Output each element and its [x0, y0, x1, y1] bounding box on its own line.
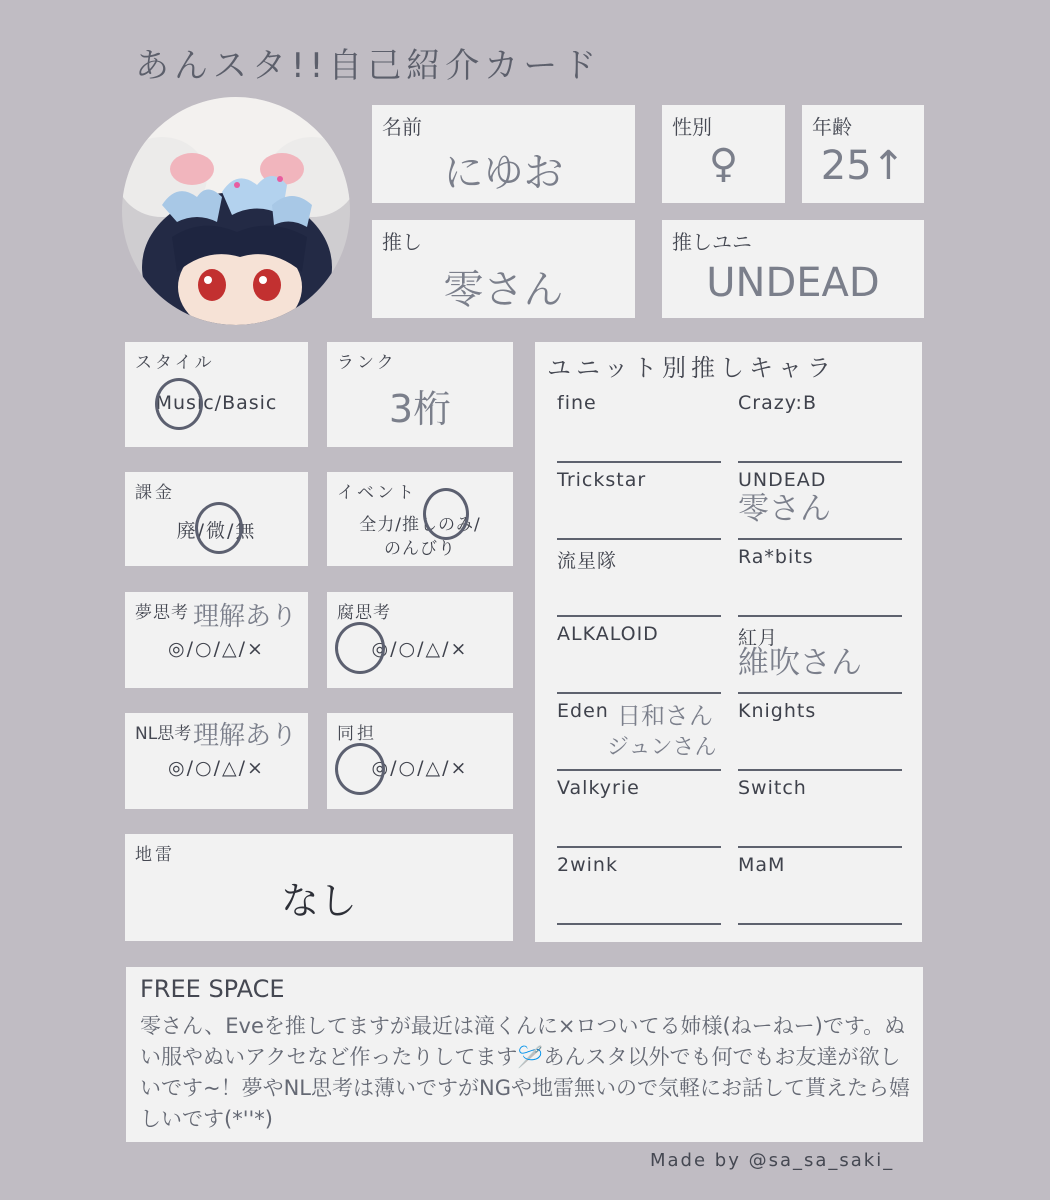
jirai-label: 地雷: [135, 845, 175, 865]
unit-write-line: [557, 769, 721, 771]
event-label: イベント: [337, 483, 417, 503]
free-space-label: FREE SPACE: [140, 975, 285, 1003]
rank-value: 3桁: [388, 387, 452, 431]
oshi-unit-label: 推しユニ: [672, 230, 752, 254]
unit-name: Crazy:B: [738, 392, 817, 414]
free-space-text: 零さん、Eveを推してますが最近は滝くんに×ロついてる姉様(ねーねー)です。ぬい服やぬいアクセなど作ったりしてます🪡あんスタ以外でも何でもお友達が欲しいです~！夢やNL思考は薄いですがNGや地雷無いので気軽にお話して貰えたら嬉しいです(*''*): [140, 1014, 910, 1131]
unit-write-line: [738, 538, 902, 540]
unit-write-line: [738, 615, 902, 617]
unit-write-line: [557, 538, 721, 540]
unit-oshi-name: 零さん: [738, 491, 831, 527]
unit-oshi-name: 維吹さん: [738, 645, 862, 681]
jirai-value: なし: [280, 879, 357, 923]
unit-write-line: [557, 692, 721, 694]
unit-name: ALKALOID: [557, 623, 659, 645]
age-value: 25↑: [820, 143, 906, 189]
jirai-box: [125, 834, 513, 941]
gender-box: [662, 105, 785, 203]
nl-note: 理解あり: [193, 721, 298, 751]
style-selected-circle: [155, 378, 203, 430]
oshi-value: 零さん: [443, 267, 564, 313]
unit-name: UNDEAD: [738, 469, 827, 491]
fu-label: 腐思考: [337, 603, 391, 623]
unit-name: Switch: [738, 777, 807, 799]
doutan-options: ◎/○/△/×: [371, 757, 469, 779]
event-selected-circle: [423, 488, 469, 540]
unit-name: 2wink: [557, 854, 618, 876]
yume-label: 夢思考: [135, 603, 189, 623]
unit-name: Knights: [738, 700, 817, 722]
fu-options: ◎/○/△/×: [371, 638, 469, 660]
nl-label: NL思考: [135, 724, 192, 744]
oshi-label: 推し: [382, 230, 422, 254]
doutan-selected-circle: [335, 743, 385, 795]
oshi-unit-value: UNDEAD: [706, 260, 880, 306]
unit-name: Valkyrie: [557, 777, 640, 799]
style-label: スタイル: [135, 353, 215, 373]
unit-write-line: [557, 923, 721, 925]
age-box: [802, 105, 924, 203]
unit-oshi-name-2: ジュンさん: [607, 735, 717, 760]
style-options: Music/Basic: [155, 392, 278, 414]
unit-name: MaM: [738, 854, 786, 876]
unit-name: Trickstar: [557, 469, 647, 491]
name-label: 名前: [382, 115, 422, 139]
unit-oshi-panel: [535, 342, 922, 942]
avatar: [122, 97, 350, 325]
free-space-box: [126, 967, 923, 1142]
event-options-line2: のんびり: [384, 539, 456, 559]
yume-options: ◎/○/△/×: [168, 638, 265, 660]
unit-write-line: [738, 461, 902, 463]
fu-box: [327, 592, 513, 688]
name-value: にゆお: [443, 150, 564, 196]
kakin-options: 廃/微/無: [176, 520, 257, 542]
unit-write-line: [738, 846, 902, 848]
style-box: [125, 342, 308, 447]
nl-box: [125, 713, 308, 809]
card-title: あんスタ!!自己紹介カード: [135, 46, 602, 86]
gender-label: 性別: [672, 115, 712, 139]
age-label: 年齢: [812, 115, 852, 139]
rank-box: [327, 342, 513, 447]
kakin-selected-circle: [195, 502, 243, 554]
kakin-label: 課金: [135, 483, 175, 503]
fu-selected-circle: [335, 622, 385, 674]
unit-write-line: [738, 769, 902, 771]
gender-value: ♀: [708, 141, 739, 187]
nl-options: ◎/○/△/×: [168, 757, 265, 779]
unit-name: fine: [557, 392, 597, 414]
unit-write-line: [557, 461, 721, 463]
oshi-box: [372, 220, 635, 318]
unit-write-line: [738, 923, 902, 925]
rank-label: ランク: [337, 353, 397, 373]
unit-write-line: [557, 615, 721, 617]
unit-name: Ra*bits: [738, 546, 814, 568]
unit-write-line: [557, 846, 721, 848]
kakin-box: [125, 472, 308, 566]
doutan-box: [327, 713, 513, 809]
unit-name: 流星隊: [557, 550, 618, 572]
unit-write-line: [738, 692, 902, 694]
unit-oshi-header: ユニット別推しキャラ: [547, 354, 837, 382]
oshi-unit-box: [662, 220, 924, 318]
event-options-line1: 全力/推しのみ/: [359, 515, 481, 535]
credit: Made by @sa_sa_saki_: [650, 1150, 895, 1171]
yume-box: [125, 592, 308, 688]
avatar-image: [122, 97, 350, 325]
doutan-label: 同担: [337, 724, 377, 744]
event-box: [327, 472, 513, 566]
unit-oshi-name: 日和さん: [617, 702, 713, 730]
name-box: [372, 105, 635, 203]
unit-name: 紅月: [738, 627, 779, 649]
unit-name: Eden: [557, 700, 609, 722]
yume-note: 理解あり: [193, 602, 298, 632]
